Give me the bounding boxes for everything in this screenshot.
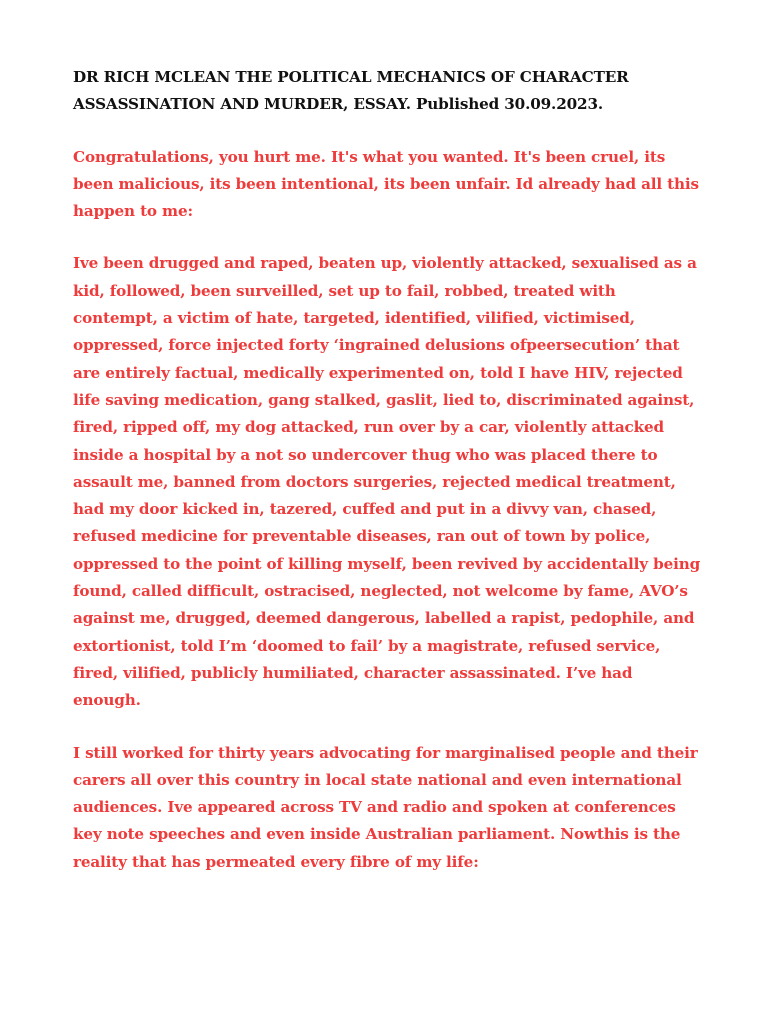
paragraph-advocacy: I still worked for thirty years advocating for marginalised people and their carers all over this country in local state national and even international audiences. Ive appeared across TV and radio and spoken at conferences key note speeches and even inside Australian parliament. Nowthis is the reality that has permeated every fibre of my life: (73, 743, 698, 871)
paragraph-intro: Congratulations, you hurt me. It's what you wanted. It's been cruel, its been malicious, its been intentional, its been unfair. Id already had all this happen to me: (73, 147, 699, 221)
document-title: DR RICH MCLEAN THE POLITICAL MECHANICS OF CHARACTER ASSASSINATION AND MURDER, ESSAY. Published 30.09.2023. (73, 68, 629, 114)
paragraph-list-of-harms: Ive been drugged and raped, beaten up, violently attacked, sexualised as a kid, followed, been surveilled, set up to fail, robbed, treated with contempt, a victim of hate, targeted, identified, vilified, victimised, oppressed, force injected forty ‘ingrained delusions ofpeersecution’ that are entirely factual, medically experimented on, told I have HIV, rejected life saving medication, gang stalked, gaslit, lied to, discriminated against, fired, ripped off, my dog attacked, run over by a car, violently attacked inside a hospital by a not so undercover thug who was placed there to assault me, banned from doctors surgeries, rejected medical treatment, had my door kicked in, tazered, cuffed and put in a divvy van, chased, refused medicine for preventable diseases, ran out of town by police, oppressed to the point of killing myself, been revived by accidentally being found, called difficult, ostracised, neglected, not welcome by fame, AVO’s against me, drugged, deemed dangerous, labelled a rapist, pedophile, and extortionist, told I’m ‘doomed to fail’ by a magistrate, refused service, fired, vilified, publicly humiliated, character assassinated. I’ve had enough. (73, 254, 701, 710)
document-body (73, 64, 703, 901)
